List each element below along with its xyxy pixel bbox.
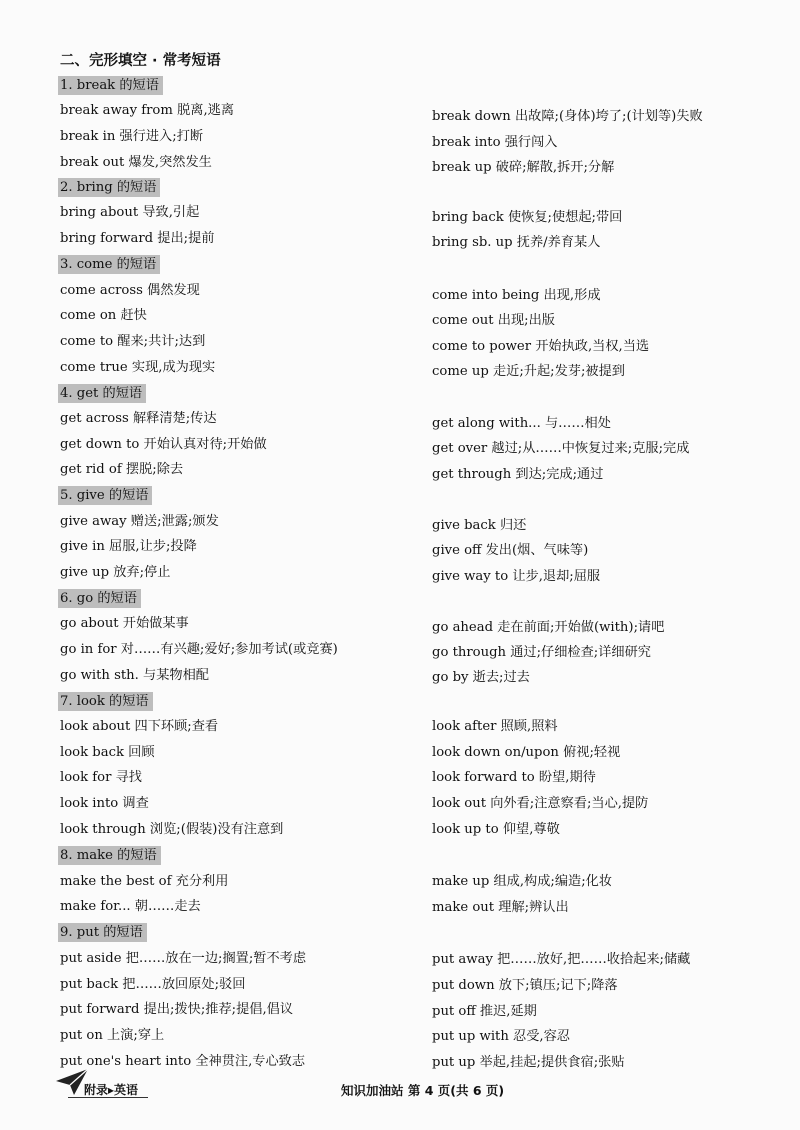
phrase-left: give away 赠送;泄露;颁发 <box>60 514 219 529</box>
group-header-give: 5. give 的短语 <box>58 486 152 505</box>
phrase-right: come up 走近;升起;发芽;被提到 <box>432 364 625 379</box>
phrase-right: put up with 忍受,容忍 <box>432 1029 570 1044</box>
phrase-right: give way to 让步,退却;屈服 <box>432 569 601 584</box>
phrase-left: look about 四下环顾;查看 <box>60 719 219 734</box>
phrase-left: make for... 朝……走去 <box>60 899 201 914</box>
phrase-right: look up to 仰望,尊敬 <box>432 822 560 837</box>
phrase-left: put one's heart into 全神贯注,专心致志 <box>60 1054 306 1069</box>
phrase-right: look after 照顾,照料 <box>432 719 558 734</box>
phrase-left: give up 放弃;停止 <box>60 565 171 580</box>
phrase-right: come to power 开始执政,当权,当选 <box>432 339 650 354</box>
phrase-left: give in 屈服,让步;投降 <box>60 539 197 554</box>
phrase-right: break up 破碎;解散,拆开;分解 <box>432 160 615 175</box>
phrase-left: go with sth. 与某物相配 <box>60 668 209 683</box>
phrase-left: get across 解释清楚;传达 <box>60 411 217 426</box>
group-header-bring: 2. bring 的短语 <box>58 178 160 197</box>
phrase-left: come true 实现,成为现实 <box>60 360 216 375</box>
footer-appendix-label: 附录▸英语 <box>84 1083 139 1097</box>
phrase-right: get over 越过;从……中恢复过来;克服;完成 <box>432 441 690 456</box>
phrase-left: look into 调查 <box>60 796 149 811</box>
phrase-right: give off 发出(烟、气味等) <box>432 543 589 558</box>
phrase-right: bring back 使恢复;使想起;带回 <box>432 210 623 225</box>
phrase-left: go about 开始做某事 <box>60 616 189 631</box>
phrase-right: make out 理解;辨认出 <box>432 900 569 915</box>
phrase-left: put forward 提出;拨快;推荐;提倡,倡议 <box>60 1002 294 1017</box>
section-title: 二、完形填空 · 常考短语 <box>60 53 221 69</box>
phrase-left: look for 寻找 <box>60 770 142 785</box>
group-header-look: 7. look 的短语 <box>58 692 153 711</box>
phrase-left: break out 爆发,突然发生 <box>60 155 212 170</box>
phrase-left: bring forward 提出;提前 <box>60 231 215 246</box>
phrase-left: break in 强行进入;打断 <box>60 129 204 144</box>
phrase-left: come across 偶然发现 <box>60 283 200 298</box>
phrase-left: bring about 导致,引起 <box>60 205 200 220</box>
phrase-right: put up 举起,挂起;提供食宿;张贴 <box>432 1055 625 1070</box>
phrase-left: look back 回顾 <box>60 745 155 760</box>
phrase-right: look down on/upon 俯视;轻视 <box>432 745 621 760</box>
phrase-right: bring sb. up 抚养/养育某人 <box>432 235 601 250</box>
group-header-make: 8. make 的短语 <box>58 846 161 865</box>
phrase-left: put on 上演;穿上 <box>60 1028 165 1043</box>
phrase-left: put aside 把……放在一边;搁置;暂不考虑 <box>60 951 307 966</box>
footer-page-info: 知识加油站 第 4 页(共 6 页) <box>341 1083 505 1098</box>
phrase-right: put down 放下;镇压;记下;降落 <box>432 978 618 993</box>
phrase-left: come on 赶快 <box>60 308 147 323</box>
phrase-left: get down to 开始认真对待;开始做 <box>60 437 267 452</box>
group-header-break: 1. break 的短语 <box>58 76 163 95</box>
phrase-left: break away from 脱离,逃离 <box>60 103 235 118</box>
footer-rule <box>68 1097 148 1098</box>
phrase-right: break into 强行闯入 <box>432 135 558 150</box>
phrase-right: put off 推迟,延期 <box>432 1004 537 1019</box>
group-header-come: 3. come 的短语 <box>58 255 160 274</box>
phrase-right: come out 出现;出版 <box>432 313 555 328</box>
phrase-right: come into being 出现,形成 <box>432 288 601 303</box>
phrase-right: put away 把……放好,把……收拾起来;储藏 <box>432 952 691 967</box>
phrase-left: make the best of 充分利用 <box>60 874 229 889</box>
phrase-right: go by 逝去;过去 <box>432 670 530 685</box>
phrase-right: get through 到达;完成;通过 <box>432 467 604 482</box>
group-header-put: 9. put 的短语 <box>58 923 147 942</box>
phrase-right: look out 向外看;注意察看;当心,提防 <box>432 796 649 811</box>
phrase-right: go through 通过;仔细检查;详细研究 <box>432 645 651 660</box>
phrase-right: make up 组成,构成;编造;化妆 <box>432 874 613 889</box>
phrase-left: look through 浏览;(假装)没有注意到 <box>60 822 284 837</box>
group-header-get: 4. get 的短语 <box>58 384 146 403</box>
phrase-left: get rid of 摆脱;除去 <box>60 462 184 477</box>
phrase-left: go in for 对……有兴趣;爱好;参加考试(或竞赛) <box>60 642 338 657</box>
phrase-right: go ahead 走在前面;开始做(with);请吧 <box>432 620 665 635</box>
phrase-right: get along with... 与……相处 <box>432 416 611 431</box>
phrase-right: break down 出故障;(身体)垮了;(计划等)失败 <box>432 109 703 124</box>
phrase-right: give back 归还 <box>432 518 527 533</box>
group-header-go: 6. go 的短语 <box>58 589 141 608</box>
footer-appendix-badge <box>54 1067 174 1097</box>
phrase-left: put back 把……放回原处;驳回 <box>60 977 246 992</box>
phrase-right: look forward to 盼望,期待 <box>432 770 596 785</box>
phrase-left: come to 醒来;共计;达到 <box>60 334 206 349</box>
